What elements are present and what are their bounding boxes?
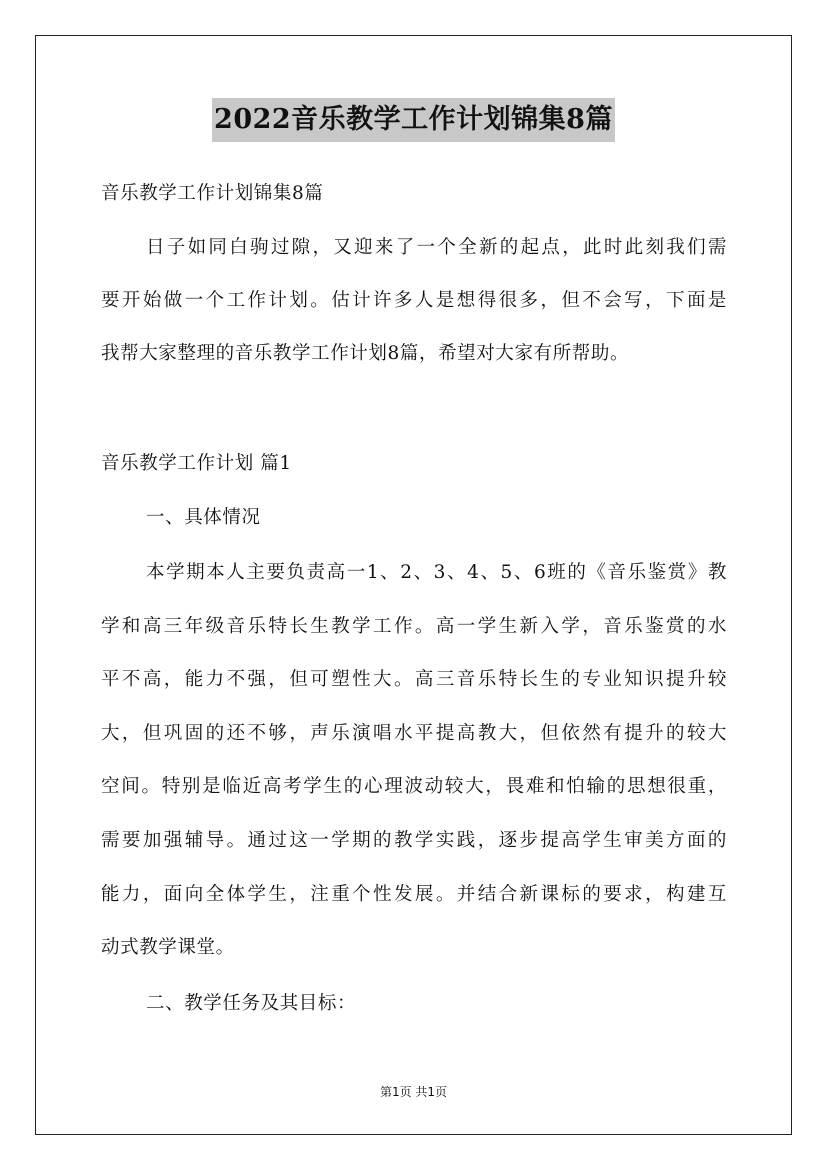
paragraph-line-4: 大，但巩固的还不够，声乐演唱水平提高教大，但依然有提升的较大 bbox=[101, 723, 727, 744]
paragraph-line-7: 能力，面向全体学生，注重个性发展。并结合新课标的要求，构建互 bbox=[101, 884, 727, 905]
intro-line-2: 要开始做一个工作计划。估计许多人是想得很多，但不会写，下面是 bbox=[101, 290, 727, 311]
document-title: 2022音乐教学工作计划锦集8篇 bbox=[212, 98, 615, 142]
sub-heading-tasks: 二、教学任务及其目标： bbox=[146, 993, 357, 1014]
intro-line-1: 日子如同白驹过隙，又迎来了一个全新的起点，此时此刻我们需 bbox=[146, 237, 727, 258]
paragraph-line-5: 空间。特别是临近高考学生的心理波动较大，畏难和怕输的思想很重， bbox=[101, 776, 727, 797]
title-container bbox=[0, 98, 827, 142]
paragraph-line-2: 学和高三年级音乐特长生教学工作。高一学生新入学，音乐鉴赏的水 bbox=[101, 616, 727, 637]
intro-line-3: 我帮大家整理的音乐教学工作计划8篇，希望对大家有所帮助。 bbox=[101, 343, 630, 364]
section-heading: 音乐教学工作计划 篇1 bbox=[101, 453, 292, 474]
document-subtitle: 音乐教学工作计划锦集8篇 bbox=[101, 183, 324, 204]
paragraph-line-8: 动式教学课堂。 bbox=[101, 937, 235, 958]
paragraph-line-1: 本学期本人主要负责高一1、2、3、4、5、6班的《音乐鉴赏》教 bbox=[146, 562, 727, 583]
paragraph-line-3: 平不高，能力不强，但可塑性大。高三音乐特长生的专业知识提升较 bbox=[101, 669, 727, 690]
paragraph-line-6: 需要加强辅导。通过这一学期的教学实践，逐步提高学生审美方面的 bbox=[101, 830, 727, 851]
page-number-footer: 第1页 共1页 bbox=[379, 1085, 448, 1099]
sub-heading-situation: 一、具体情况 bbox=[146, 507, 261, 528]
